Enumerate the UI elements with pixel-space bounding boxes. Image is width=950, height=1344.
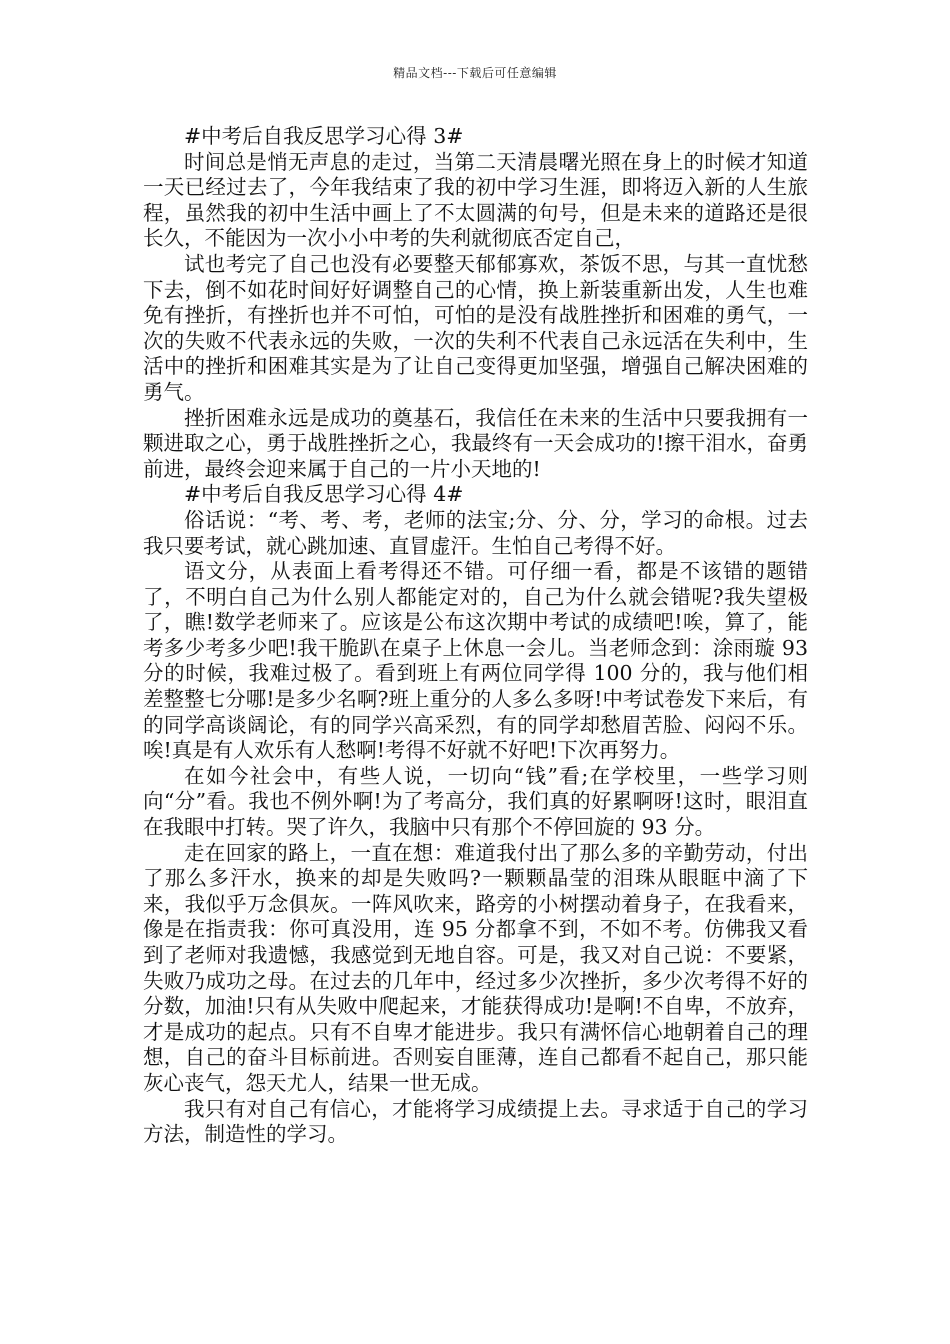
paragraph: 时间总是悄无声息的走过，当第二天清晨曙光照在身上的时候才知道一天已经过去了，今年我结束了我的初中学习生涯，即将迈入新的人生旅程，虽然我的初中生活中画上了不太圆满的句号，但是未来的道路还是很长久，不能因为一次小小中考的失利就彻底否定自己， [143,149,808,251]
paragraph: 试也考完了自己也没有必要整天郁郁寡欢，茶饭不思，与其一直忧愁下去，倒不如花时间好好调整自己的心情，换上新装重新出发，人生也难免有挫折，有挫折也并不可怕，可怕的是没有战胜挫折和困难的勇气，一次的失败不代表永远的失败，一次的失利不代表自己永远活在失利中，生活中的挫折和困难其实是为了让自己变得更加坚强，增强自己解决困难的勇气。 [143,251,808,404]
document-body [143,124,808,1148]
paragraph: 语文分，从表面上看考得还不错。可仔细一看，都是不该错的题错了，不明白自己为什么别人都能定对的，自己为什么就会错呢?我失望极了，瞧!数学老师来了。应该是公布这次期中考试的成绩吧!唉，算了，能考多少考多少吧!我干脆趴在桌子上休息一会儿。当老师念到：涂雨璇 93 分的时候，我难过极了。看到班上有两位同学得 100 分的，我与他们相差整整七分哪!是多少名啊?班上重分的人多么多呀!中考试卷发下来后，有的同学高谈阔论，有的同学兴高采烈，有的同学却愁眉苦脸、闷闷不乐。唉!真是有人欢乐有人愁啊!考得不好就不好吧!下次再努力。 [143,559,808,763]
paragraph: 挫折困难永远是成功的奠基石，我信任在未来的生活中只要我拥有一颗进取之心，勇于战胜挫折之心，我最终有一天会成功的!擦干泪水，奋勇前进，最终会迎来属于自己的一片小天地的! [143,405,808,481]
paragraph: 走在回家的路上，一直在想：难道我付出了那么多的辛勤劳动，付出了那么多汗水，换来的却是失败吗?一颗颗晶莹的泪珠从眼眶中滴了下来，我似乎万念俱灰。一阵风吹来，路旁的小树摆动着身子，在我看来，像是在指责我：你可真没用，连 95 分都拿不到，不如不考。仿佛我又看到了老师对我遗憾，我感觉到无地自容。可是，我又对自己说：不要紧，失败乃成功之母。在过去的几年中，经过多少次挫折，多少次考得不好的分数，加油!只有从失败中爬起来，才能获得成功!是啊!不自卑，不放弃，才是成功的起点。只有不自卑才能进步。我只有满怀信心地朝着自己的理想，自己的奋斗目标前进。否则妄自匪薄，连自己都看不起自己，那只能灰心丧气，怨天尤人，结果一世无成。 [143,840,808,1095]
paragraph: 俗话说：“考、考、考，老师的法宝;分、分、分，学习的命根。过去我只要考试，就心跳加速、直冒虚汗。生怕自己考得不好。 [143,507,808,558]
paragraph: 在如今社会中，有些人说，一切向“钱”看;在学校里，一些学习则向“分”看。我也不例外啊!为了考高分，我们真的好累啊呀!这时，眼泪直在我眼中打转。哭了许久，我脑中只有那个不停回旋的 93 分。 [143,763,808,840]
page-header: 精品文档---下载后可任意编辑 [393,66,557,80]
section-heading-4: #中考后自我反思学习心得 4# [184,482,464,507]
section-heading-3: #中考后自我反思学习心得 3# [184,124,464,148]
paragraph: 我只有对自己有信心，才能将学习成绩提上去。寻求适于自己的学习方法，制造性的学习。 [143,1096,808,1147]
